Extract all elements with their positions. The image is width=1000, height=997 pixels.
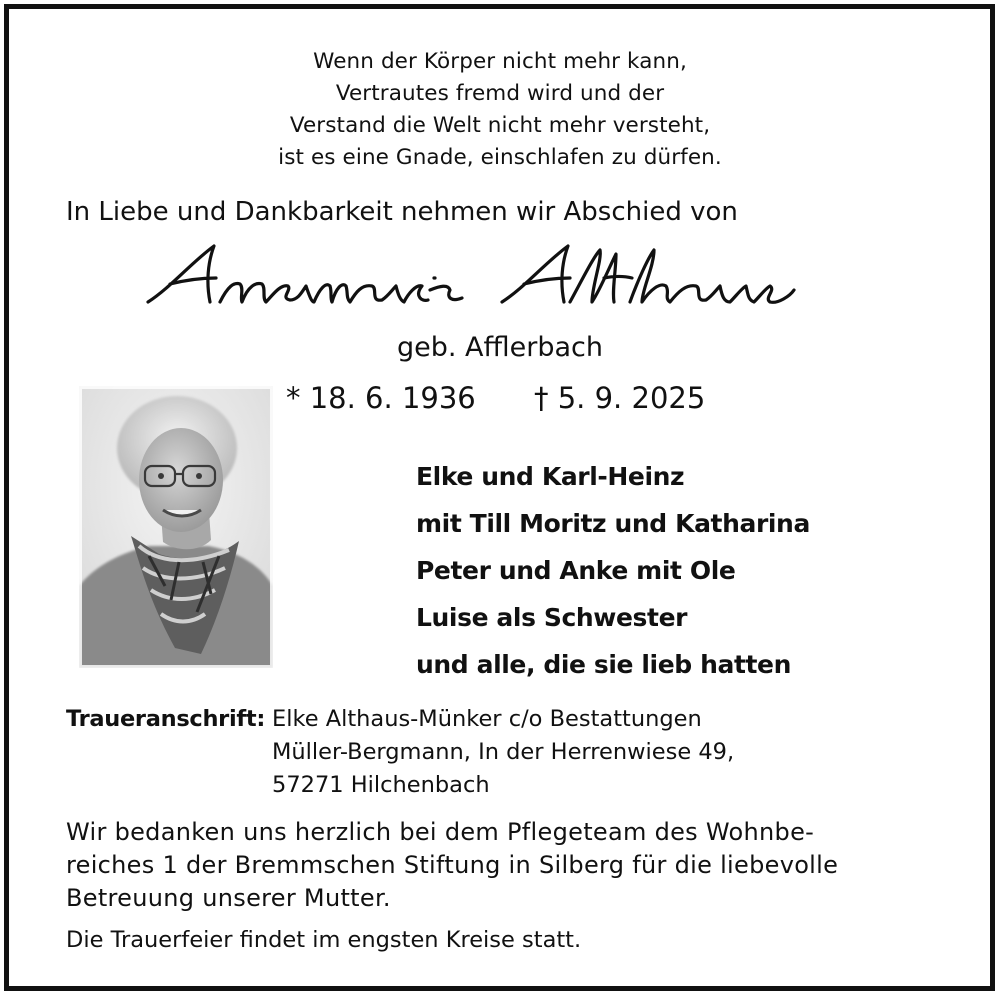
poem-line: Vertrautes fremd wird und der <box>335 81 665 106</box>
address-line: Müller-Bergmann, In der Herrenwiese 49, <box>272 739 735 765</box>
poem-line: ist es eine Gnade, einschlafen zu dürfen. <box>278 145 722 170</box>
intro-text: In Liebe und Dankbarkeit nehmen wir Abschied von <box>66 197 738 227</box>
poem <box>0 46 1000 174</box>
address-lines <box>272 703 734 802</box>
family-line: Peter und Anke mit Ole <box>416 556 736 585</box>
family-line: mit Till Moritz und Katharina <box>416 509 810 538</box>
family-list <box>416 453 876 688</box>
family-line: Luise als Schwester <box>416 603 688 632</box>
portrait-photo <box>79 386 273 668</box>
family-line: Elke und Karl-Heinz <box>416 462 685 491</box>
ceremony-note: Die Trauerfeier findet im engsten Kreise statt. <box>66 927 582 953</box>
poem-line: Verstand die Welt nicht mehr versteht, <box>289 113 711 138</box>
address-line: Elke Althaus-Münker c/o Bestattungen <box>272 706 702 732</box>
family-line: und alle, die sie lieb hatten <box>416 650 792 679</box>
name-signature <box>130 240 870 320</box>
address-label: Traueranschrift: <box>66 706 266 732</box>
poem-line: Wenn der Körper nicht mehr kann, <box>313 49 687 74</box>
thanks-line: reiches 1 der Bremmschen Stiftung in Silberg für die liebevolle <box>66 851 839 879</box>
birth-date: * 18. 6. 1936 <box>286 381 476 415</box>
thanks-text <box>66 816 946 915</box>
thanks-line: Betreuung unserer Mutter. <box>66 884 391 912</box>
address-line: 57271 Hilchenbach <box>272 772 490 798</box>
thanks-line: Wir bedanken uns herzlich bei dem Pflegeteam des Wohnbe- <box>66 818 815 846</box>
born-name: geb. Afflerbach <box>397 332 603 363</box>
death-date: † 5. 9. 2025 <box>534 381 706 415</box>
